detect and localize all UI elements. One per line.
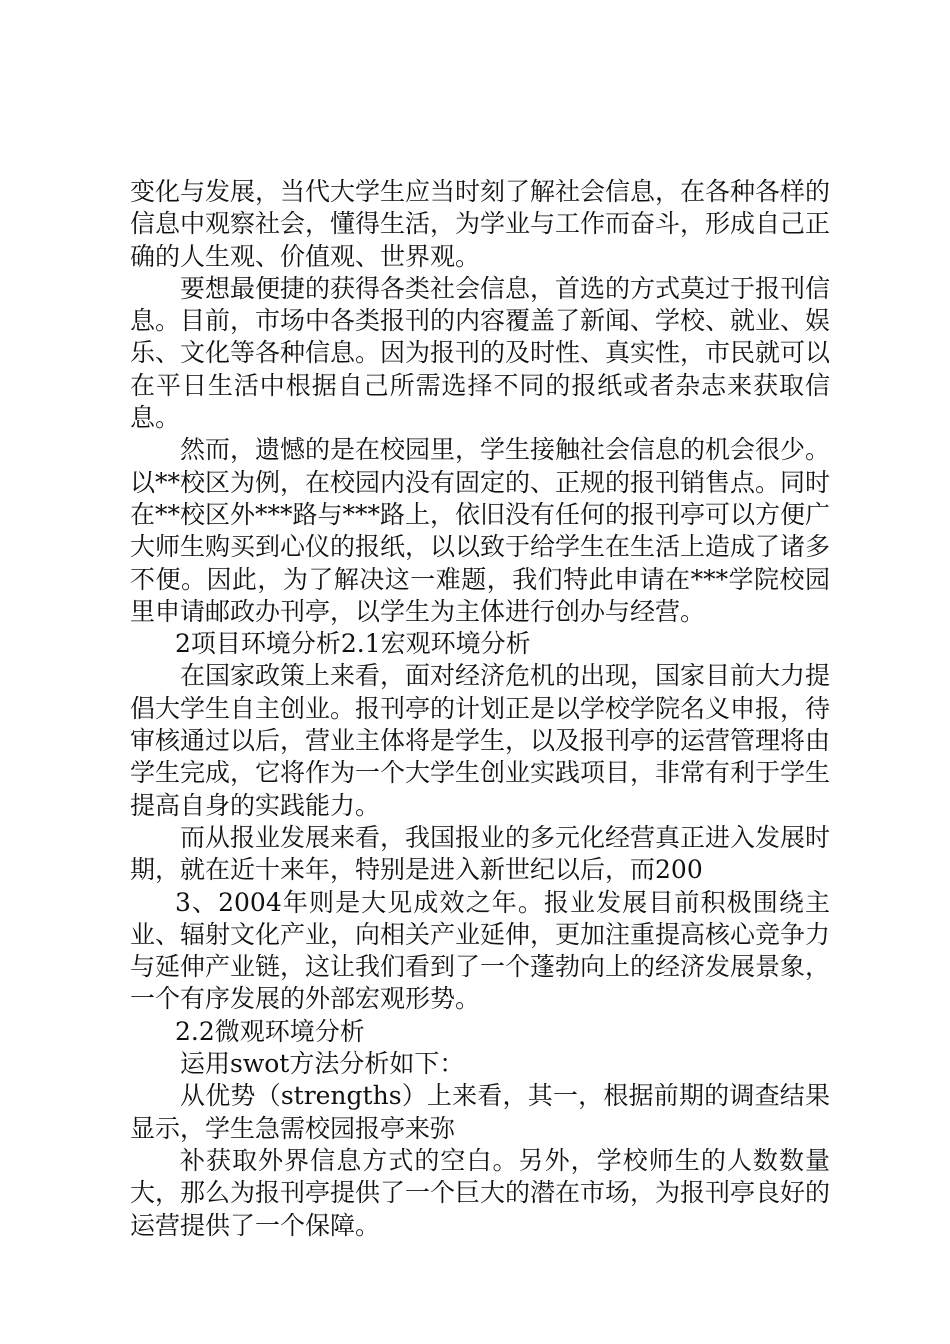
section-heading-micro-analysis: 2.2微观环境分析 (175, 1016, 365, 1046)
section-heading-environment-analysis: 2项目环境分析2.1宏观环境分析 (175, 629, 531, 659)
paragraph-newspaper-info: 要想最便捷的获得各类社会信息，首选的方式莫过于报刊信息。目前，市场中各类报刊的内容覆盖了新闻、学校、就业、娱乐、文化等各种信息。因为报刊的及时性、真实性，市民就可以在平日生活中根据自己所需选择不同的报纸或者杂志来获取信息。 (130, 273, 831, 433)
paragraph-industry-continued: 3、2004年则是大见成效之年。报业发展目前积极围绕主业、辐射文化产业，向相关产业延伸，更加注重提高核心竞争力与延伸产业链，这让我们看到了一个蓬勃向上的经济发展景象，一个有序发展的外部宏观形势。 (130, 887, 831, 1014)
paragraph-swot-intro: 运用swot方法分析如下： (180, 1049, 465, 1079)
paragraph-national-policy: 在国家政策上来看，面对经济危机的出现，国家目前大力提倡大学生自主创业。报刊亭的计划正是以学校学院名义申报，待审核通过以后，营业主体将是学生，以及报刊亭的运营管理将由学生完成，它将作为一个大学生创业实践项目，非常有利于学生提高自身的实践能力。 (130, 661, 831, 820)
paragraph-intro-continued: 变化与发展，当代大学生应当时刻了解社会信息，在各种各样的信息中观察社会，懂得生活，为学业与工作而奋斗，形成自己正确的人生观、价值观、世界观。 (130, 177, 831, 271)
paragraph-strengths-continued: 补获取外界信息方式的空白。另外，学校师生的人数数量大，那么为报刊亭提供了一个巨大的潜在市场，为报刊亭良好的运营提供了一个保障。 (130, 1145, 831, 1240)
paragraph-strengths: 从优势（strengths）上来看，其一，根据前期的调查结果显示，学生急需校园报亭来弥 (130, 1081, 830, 1143)
paragraph-newspaper-industry: 而从报业发展来看，我国报业的多元化经营真正进入发展时期，就在近十来年，特别是进入新世纪以后，而200 (130, 822, 831, 885)
document-body (130, 176, 830, 1242)
paragraph-campus-problem: 然而，遗憾的是在校园里，学生接触社会信息的机会很少。以**校区为例，在校园内没有固定的、正规的报刊销售点。同时在**校区外***路与***路上，依旧没有任何的报刊亭可以方便广大师生购买到心仪的报纸，以以致于给学生在生活上造成了诸多不便。因此，为了解决这一难题，我们特此申请在***学院校园里申请邮政办刊亭，以学生为主体进行创办与经营。 (130, 435, 831, 626)
